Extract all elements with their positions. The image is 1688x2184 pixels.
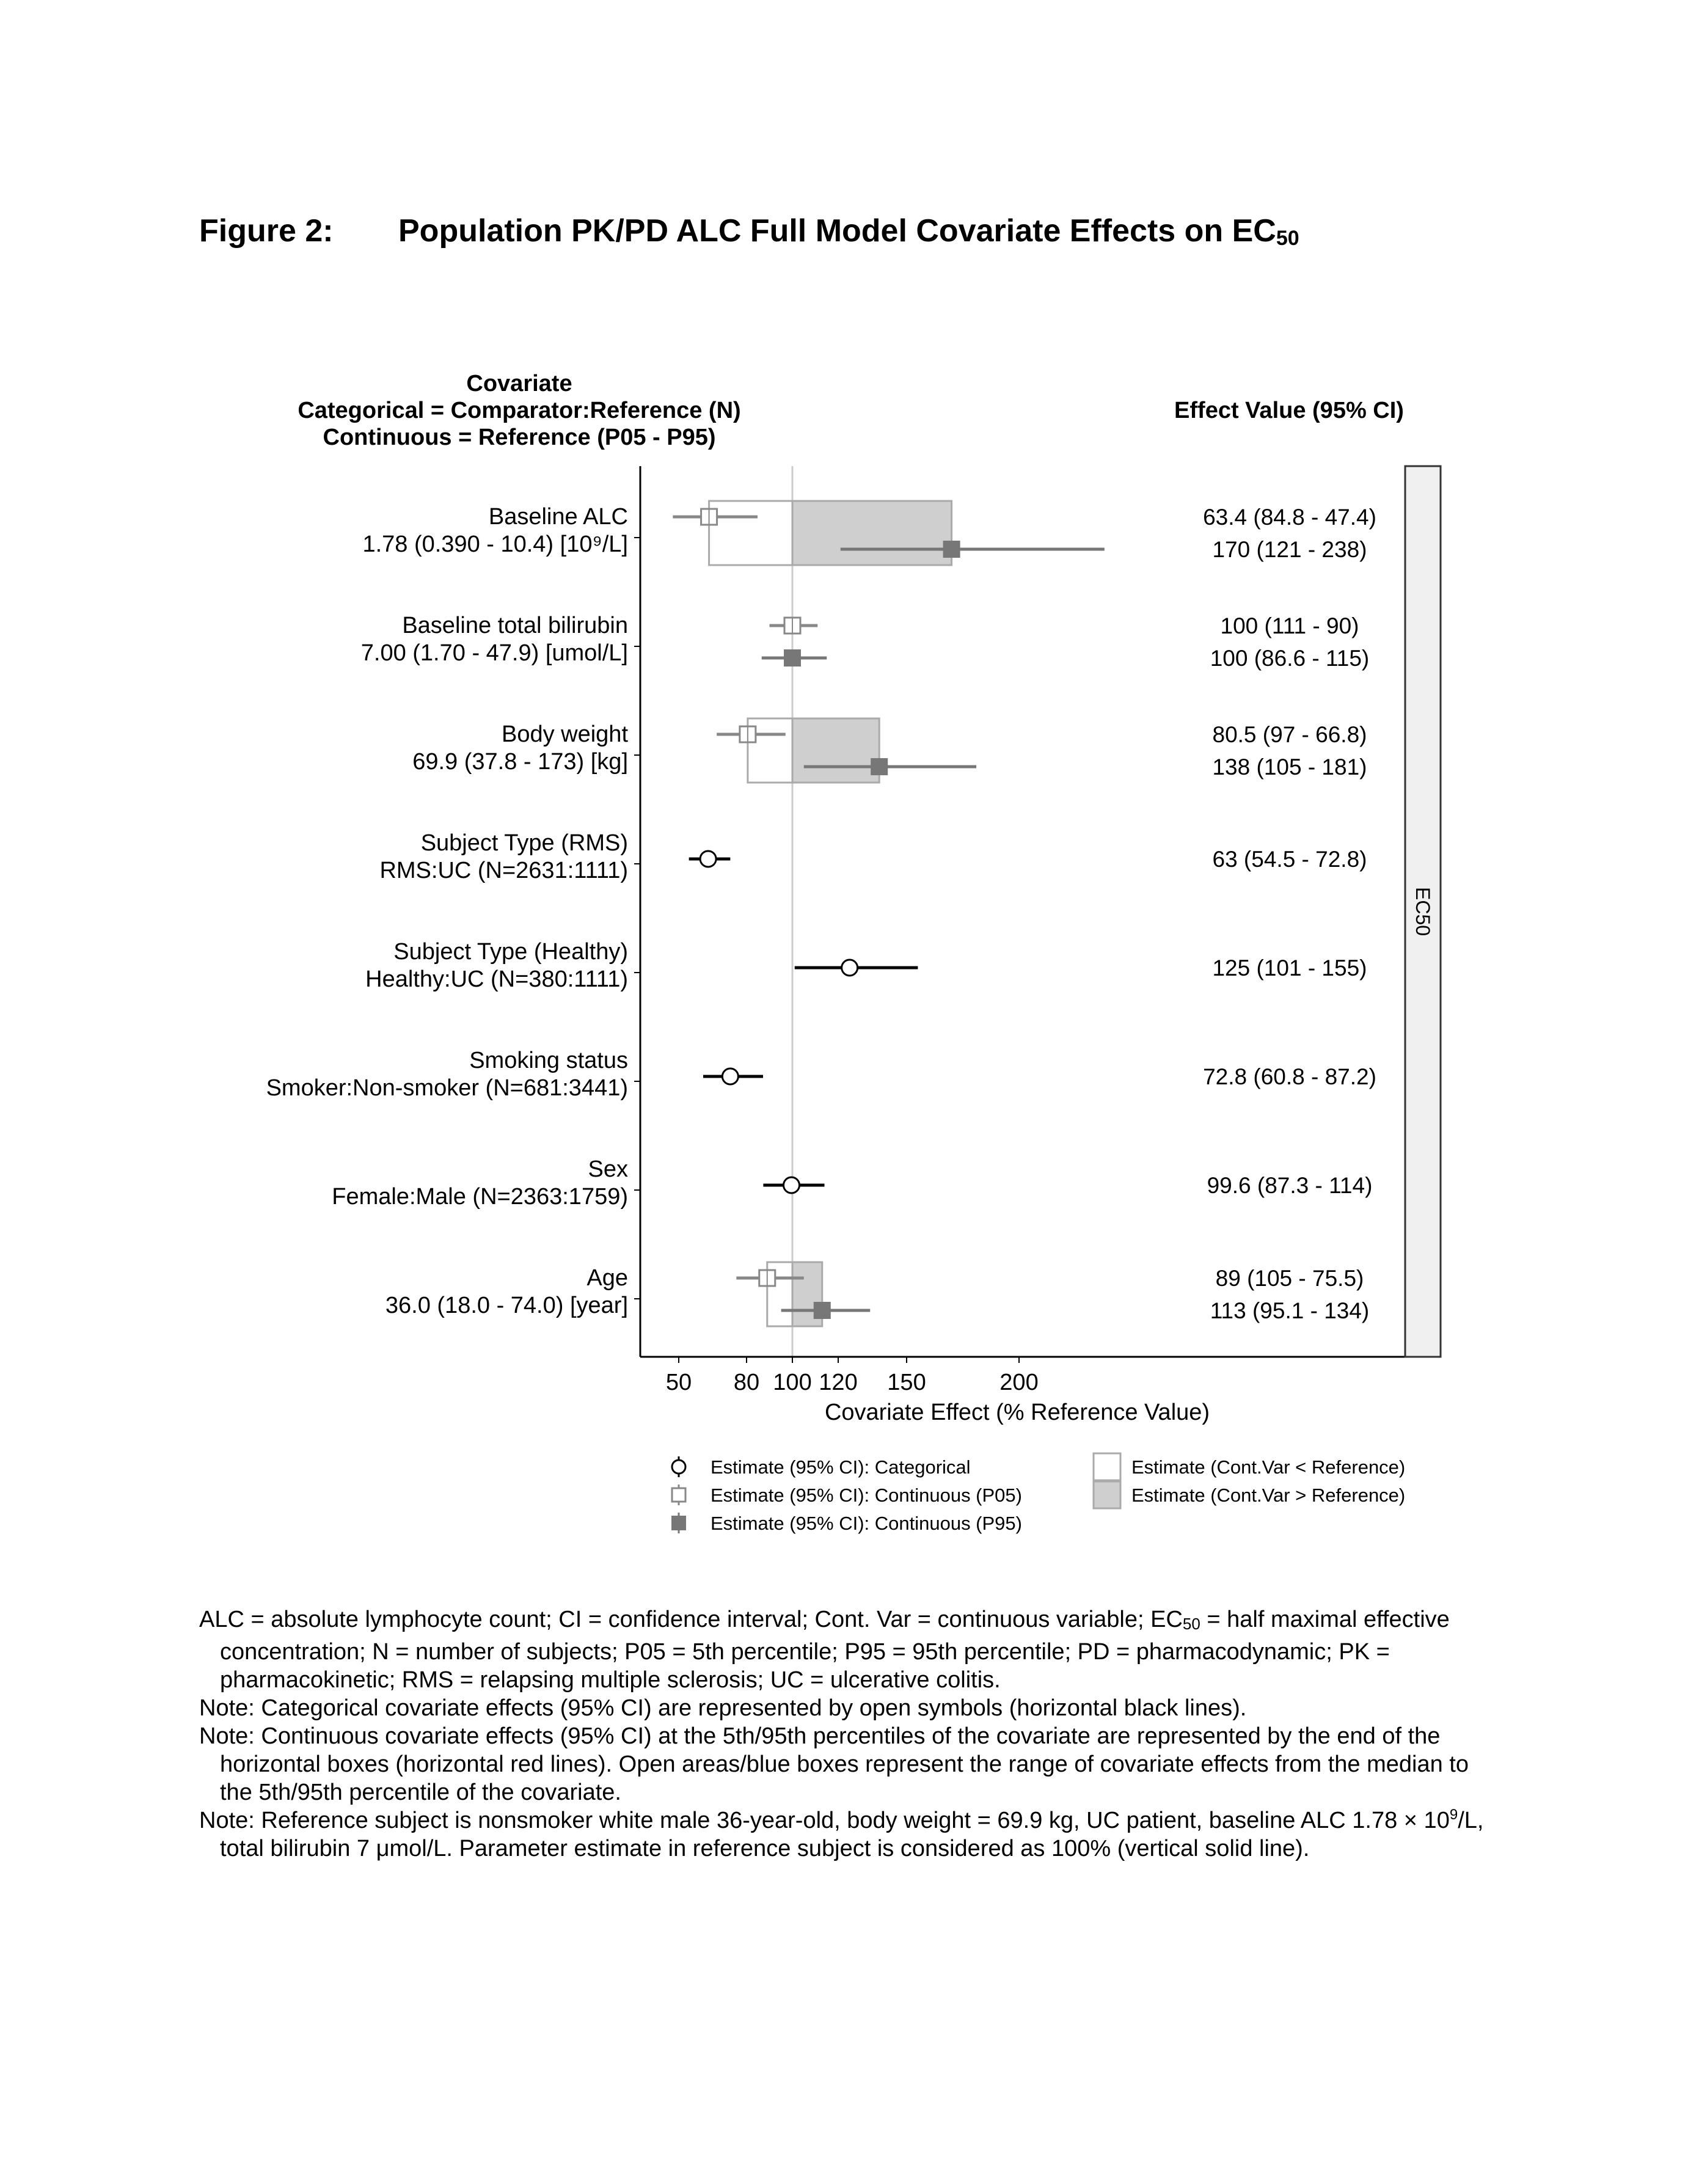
effect-value-header: Effect Value (95% CI) <box>1174 398 1404 423</box>
x-tick-label: 50 <box>665 1370 692 1395</box>
effect-value-p05: 100 (111 - 90) <box>1220 613 1359 638</box>
p95-estimate-marker <box>784 650 800 666</box>
legend-p05-label: Estimate (95% CI): Continuous (P05) <box>711 1485 1022 1506</box>
covariate-header-line2: Categorical = Comparator:Reference (N) <box>298 398 741 423</box>
caption-abbrev-part2: = half maximal effective concentration; N = number of subjects; P05 = 5th percentile; P95 = 95th percentile; PD = pharmacodynamic; PK = pharmacokinetic; RMS = relapsing multiple sclerosis; UC = ulcerative colitis. <box>220 1607 1450 1693</box>
legend-p95-label: Estimate (95% CI): Continuous (P95) <box>711 1513 1022 1534</box>
legend-p95-marker <box>672 1516 685 1530</box>
covariate-label: Age <box>586 1265 628 1291</box>
range-box-above-reference <box>792 718 879 783</box>
effect-value-p95: 100 (86.6 - 115) <box>1210 646 1370 671</box>
covariate-header-line1: Covariate <box>466 371 572 396</box>
covariate-reference-label: RMS:UC (N=2631:1111) <box>379 858 628 883</box>
legend-categorical-marker <box>672 1460 685 1474</box>
covariate-reference-label: Smoker:Non-smoker (N=681:3441) <box>266 1075 628 1101</box>
covariate-reference-label: 7.00 (1.70 - 47.9) [umol/L] <box>360 640 628 666</box>
covariate-reference-label: 36.0 (18.0 - 74.0) [year] <box>385 1293 628 1318</box>
effect-value-categorical: 63 (54.5 - 72.8) <box>1212 847 1367 872</box>
effect-value-categorical: 99.6 (87.3 - 114) <box>1207 1173 1373 1198</box>
categorical-estimate-marker <box>700 851 716 867</box>
facet-strip-label: EC50 <box>1412 886 1434 937</box>
categorical-estimate-marker <box>784 1177 800 1193</box>
covariate-label: Sex <box>588 1156 628 1182</box>
legend-below-reference-label: Estimate (Cont.Var < Reference) <box>1131 1456 1406 1478</box>
figure-caption <box>199 1605 1500 1863</box>
legend-categorical-label: Estimate (95% CI): Categorical <box>711 1456 971 1478</box>
legend-above-reference-swatch <box>1094 1481 1120 1508</box>
x-tick-label: 80 <box>733 1370 760 1395</box>
covariate-label: Baseline total bilirubin <box>402 613 628 638</box>
effect-value-p95: 170 (121 - 238) <box>1212 537 1367 562</box>
x-tick-label: 150 <box>887 1370 926 1395</box>
range-box-above-reference <box>792 501 952 565</box>
figure-label: Figure 2: <box>199 213 334 249</box>
caption-note-reference-superscript: 9 <box>1449 1806 1458 1823</box>
caption-note-continuous: Note: Continuous covariate effects (95% CI) at the 5th/95th percentiles of the covariate are represented by the end of the horizontal boxes (horizontal red lines). Open areas/blue boxes represent the range of covariate effects from the median to the 5th/95th percentile of the covariate. <box>199 1723 1469 1805</box>
covariate-label: Subject Type (Healthy) <box>393 939 628 965</box>
x-tick-label: 200 <box>999 1370 1039 1395</box>
covariate-label: Baseline ALC <box>488 504 628 530</box>
caption-abbreviations <box>199 1605 1500 1694</box>
covariate-reference-label: 1.78 (0.390 - 10.4) [10⁹/L] <box>362 531 628 557</box>
effect-value-p05: 80.5 (97 - 66.8) <box>1212 722 1367 747</box>
legend-above-reference-label: Estimate (Cont.Var > Reference) <box>1131 1485 1406 1506</box>
x-axis-title: Covariate Effect (% Reference Value) <box>824 1400 1210 1425</box>
covariate-header-line3: Continuous = Reference (P05 - P95) <box>323 425 716 450</box>
effect-value-p05: 89 (105 - 75.5) <box>1215 1266 1364 1291</box>
caption-note-reference-part2: /L, total bilirubin 7 μmol/L. Parameter estimate in reference subject is considered as 100% (vertical solid line). <box>220 1808 1484 1861</box>
covariate-label: Body weight <box>501 721 628 747</box>
covariate-reference-label: Female:Male (N=2363:1759) <box>332 1184 628 1210</box>
covariate-reference-label: Healthy:UC (N=380:1111) <box>365 966 628 992</box>
figure-title-text: Population PK/PD ALC Full Model Covariate Effects on EC <box>398 213 1276 249</box>
figure-title-subscript: 50 <box>1276 227 1299 250</box>
caption-note-categorical: Note: Categorical covariate effects (95% CI) are represented by open symbols (horizontal black lines). <box>199 1695 1247 1721</box>
effect-value-p95: 113 (95.1 - 134) <box>1210 1298 1370 1323</box>
covariate-label: Smoking status <box>469 1048 628 1073</box>
covariate-label: Subject Type (RMS) <box>420 830 628 856</box>
effect-value-categorical: 72.8 (60.8 - 87.2) <box>1203 1064 1376 1089</box>
covariate-reference-label: 69.9 (37.8 - 173) [kg] <box>412 749 628 775</box>
effect-value-categorical: 125 (101 - 155) <box>1212 955 1367 981</box>
p95-estimate-marker <box>871 759 887 775</box>
p95-estimate-marker <box>944 541 960 557</box>
caption-note-reference <box>199 1806 1500 1863</box>
legend-below-reference-swatch <box>1094 1453 1120 1480</box>
x-tick-label: 100 <box>773 1370 812 1395</box>
effect-value-p05: 63.4 (84.8 - 47.4) <box>1203 505 1376 530</box>
categorical-estimate-marker <box>722 1068 738 1084</box>
x-tick-label: 120 <box>819 1370 858 1395</box>
caption-abbrev-subscript: 50 <box>1182 1615 1200 1633</box>
legend-p05-marker <box>672 1488 685 1502</box>
caption-abbrev-part1: ALC = absolute lymphocyte count; CI = confidence interval; Cont. Var = continuous variable; EC <box>199 1607 1183 1632</box>
categorical-estimate-marker <box>842 960 858 976</box>
effect-value-p95: 138 (105 - 181) <box>1212 754 1367 780</box>
range-box-below-reference <box>709 501 792 565</box>
caption-note-reference-part1: Note: Reference subject is nonsmoker white male 36-year-old, body weight = 69.9 kg, UC patient, baseline ALC 1.78 × 10 <box>199 1808 1450 1833</box>
p95-estimate-marker <box>814 1302 830 1318</box>
